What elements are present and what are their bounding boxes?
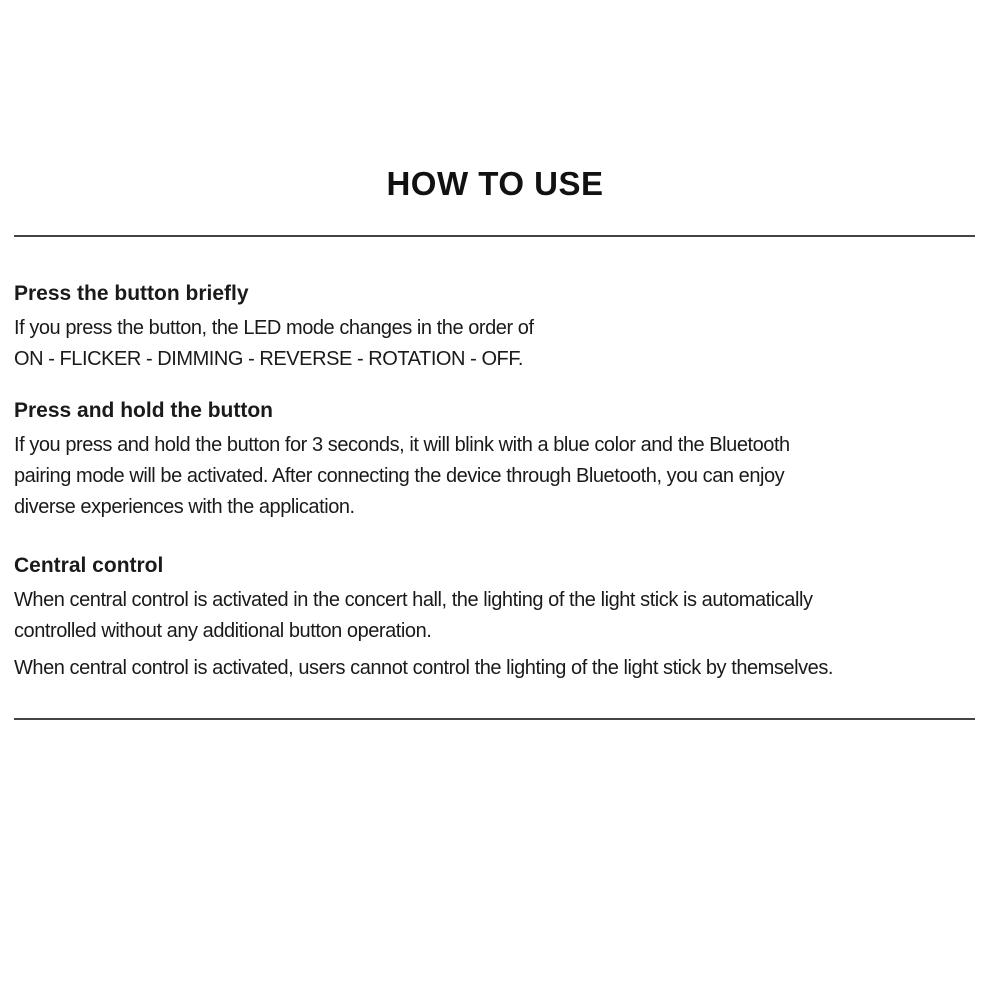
section-text-line: ON - FLICKER - DIMMING - REVERSE - ROTATION - OFF.	[14, 348, 523, 370]
section-text-line: If you press the button, the LED mode changes in the order of	[14, 317, 534, 339]
section-text-line: If you press and hold the button for 3 seconds, it will blink with a blue color and the Bluetooth	[14, 434, 790, 456]
bottom-divider	[14, 718, 975, 720]
top-divider	[14, 235, 975, 237]
section-central-control	[14, 552, 989, 684]
section-note: When central control is activated, users cannot control the lighting of the light stick by themselves.	[14, 657, 833, 679]
section-text-line: diverse experiences with the application.	[14, 496, 355, 518]
page-title: HOW TO USE	[386, 165, 604, 202]
section-heading: Press the button briefly	[14, 282, 249, 305]
section-text-line: When central control is activated in the concert hall, the lighting of the light stick is automatically	[14, 589, 813, 611]
section-heading: Central control	[14, 554, 164, 577]
section-press-briefly	[14, 280, 989, 375]
section-text-line: pairing mode will be activated. After connecting the device through Bluetooth, you can enjoy	[14, 465, 785, 487]
section-press-and-hold	[14, 397, 989, 523]
section-text-line: controlled without any additional button operation.	[14, 620, 432, 642]
section-heading: Press and hold the button	[14, 399, 274, 422]
